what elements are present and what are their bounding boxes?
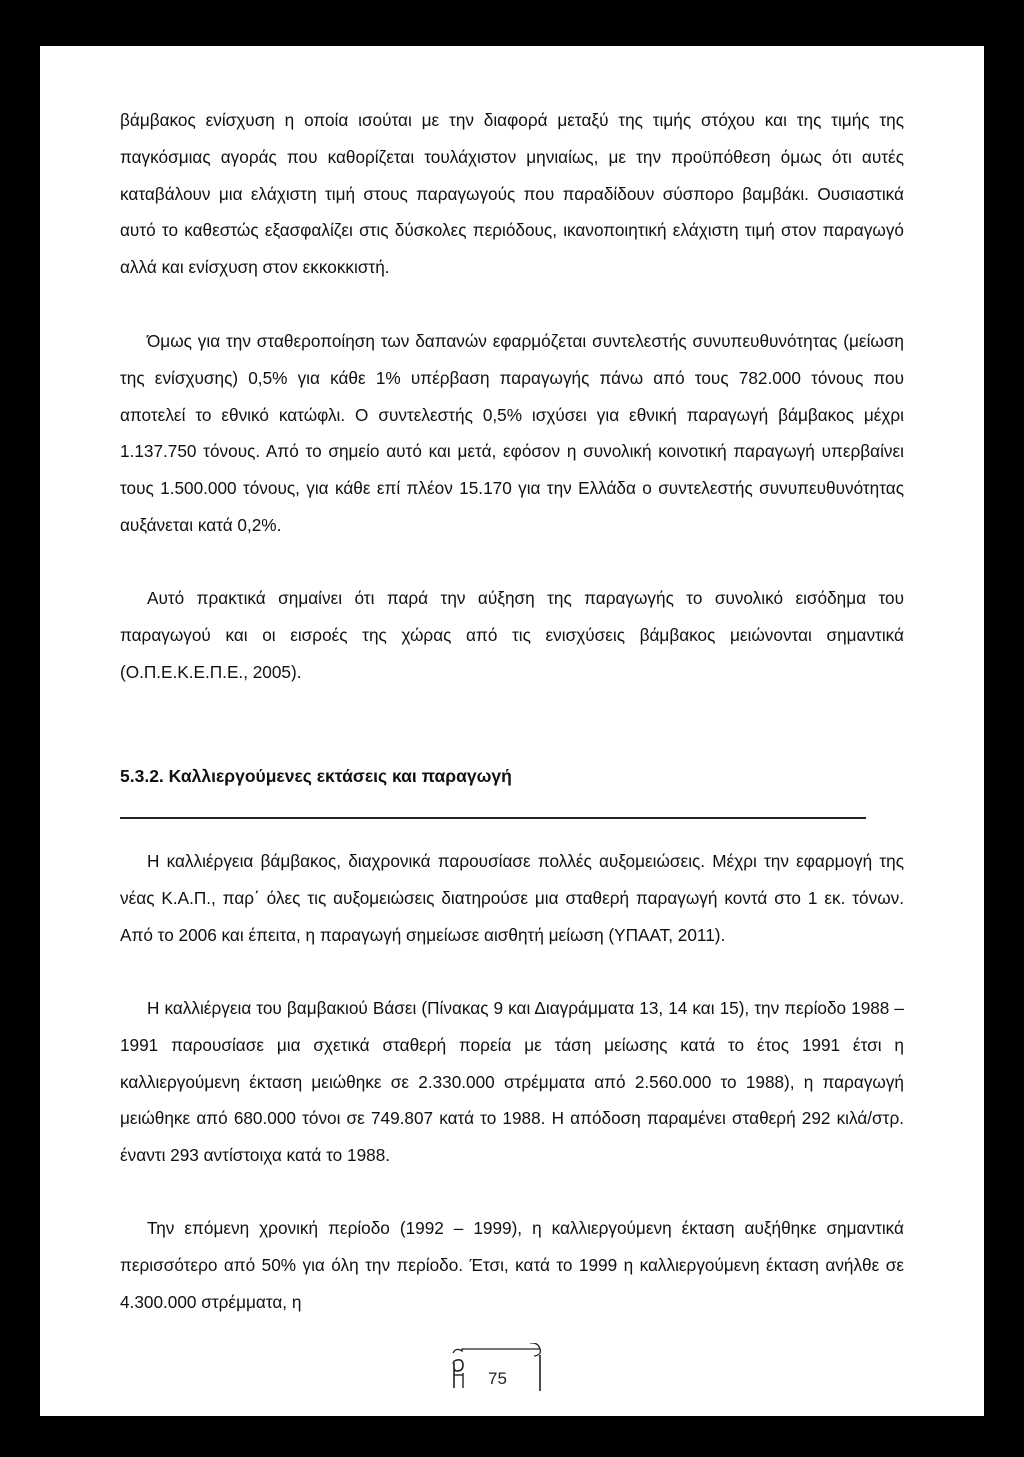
paragraph-coresponsibility: Όμως για την σταθεροποίηση των δαπανών εφαρμόζεται συντελεστής συνυπευθυνότητας (μείωση της ενίσχυσης) 0,5% για κάθε 1% υπέρβαση παραγωγής πάνω από τους 782.000 τόνους που αποτελεί το εθνικό κατώφλι. Ο συντελεστής 0,5% ισχύσει για εθνική παραγωγή βάμβακος μέχρι 1.137.750 τόνους. Από το σημείο αυτό και μετά, εφόσον η συνολική κοινοτική παραγωγή υπερβαίνει τους 1.500.000 τόνους, για κάθε επί πλέον 15.170 για την Ελλάδα ο συντελεστής συνυπευθυνότητας αυξάνεται κατά 0,2%. [120,331,904,535]
paragraph-period-1988-1991: Η καλλιέργεια του βαμβακιού Βάσει (Πίνακας 9 και Διαγράμματα 13, 14 και 15), την περίοδο 1988 – 1991 παρουσίασε μια σχετικά σταθερή πορεία με τάση μείωσης κατά το έτος 1991 έτσι η καλλιεργούμενη έκταση μειώθηκε σε 2.330.000 στρέμματα από 2.560.000 το 1988), η παραγωγή μειώθηκε από 680.000 τόνοι σε 749.807 κατά το 1988. Η απόδοση παραμένει σταθερή 292 κιλά/στρ. έναντι 293 αντίστοιχα κατά το 1988. [120,998,904,1166]
page-number-footer [448,1343,548,1393]
paragraph-income-reduction: Αυτό πρακτικά σημαίνει ότι παρά την αύξηση της παραγωγής το συνολικό εισόδημα του παραγωγού και οι εισροές της χώρας από τις ενισχύσεις βάμβακος μειώνονται σημαντικά (Ο.Π.Ε.Κ.Ε.Π.Ε., 2005). [120,588,904,682]
heading-divider [120,817,866,819]
page-number: 75 [488,1369,507,1388]
university-logo-icon [448,1343,548,1393]
paragraph-period-1992-1999: Την επόμενη χρονική περίοδο (1992 – 1999), η καλλιεργούμενη έκταση αυξήθηκε σημαντικά περισσότερο από 50% για όλη την περίοδο. Έτσι, κατά το 1999 η καλλιεργούμενη έκταση ανήλθε σε 4.300.000 στρέμματα, η [120,1218,904,1312]
section-heading: 5.3.2. Καλλιεργούμενες εκτάσεις και παραγωγή [120,766,512,786]
paragraph-cultivation-overview: Η καλλιέργεια βάμβακος, διαχρονικά παρουσίασε πολλές αυξομειώσεις. Μέχρι την εφαρμογή της νέας Κ.Α.Π., παρ΄ όλες τις αυξομειώσεις διατηρούσε μια σταθερή παραγωγή κοντά στο 1 εκ. τόνων. Από το 2006 και έπειτα, η παραγωγή σημείωσε αισθητή μείωση (ΥΠΑΑΤ, 2011). [120,851,904,945]
document-page [40,46,984,1416]
paragraph-support-scheme: βάμβακος ενίσχυση η οποία ισούται με την διαφορά μεταξύ της τιμής στόχου και της τιμής της παγκόσμιας αγοράς που καθορίζεται τουλάχιστον μηνιαίως, με την προϋπόθεση όμως ότι αυτές καταβάλουν μια ελάχιστη τιμή στους παραγωγούς που παραδίδουν σύσπορο βαμβάκι. Ουσιαστικά αυτό το καθεστώς εξασφαλίζει στις δύσκολες περιόδους, ικανοποιητική ελάχιστη τιμή στον παραγωγό αλλά και ενίσχυση στον εκκοκκιστή. [120,110,904,278]
